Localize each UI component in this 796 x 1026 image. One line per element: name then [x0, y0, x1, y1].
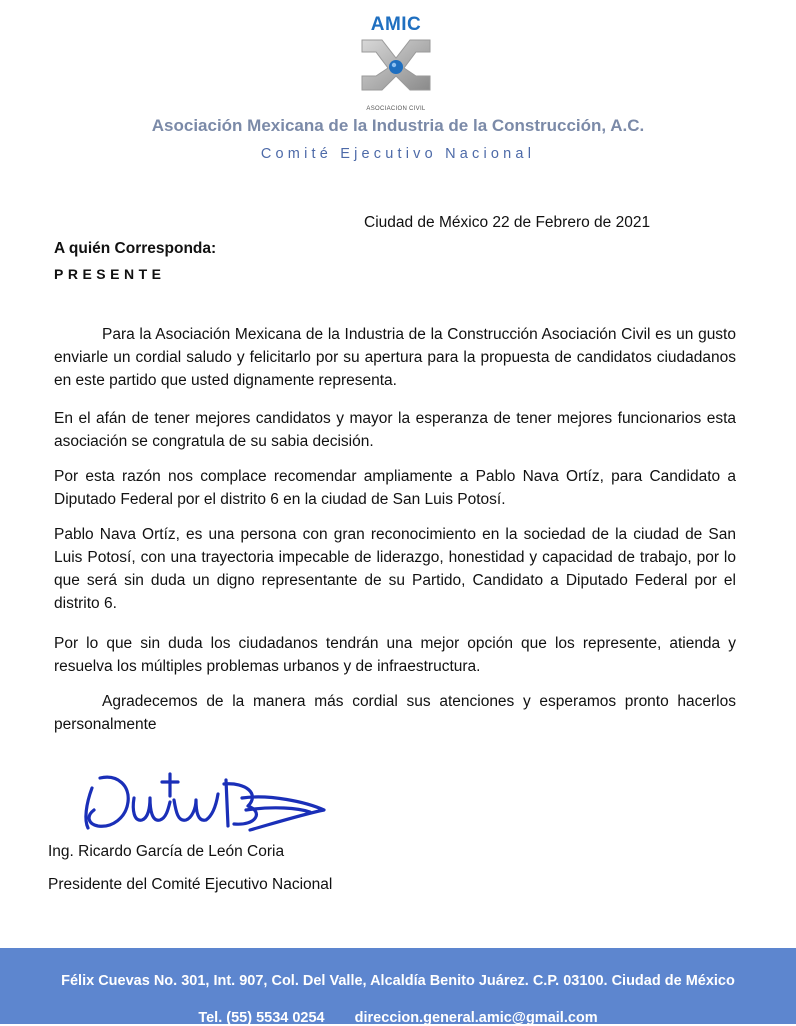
logo-title: AMIC — [370, 14, 422, 35]
footer-bar — [0, 948, 796, 1024]
handwritten-signature — [78, 764, 334, 840]
paragraph-6: Agradecemos de la manera más cordial sus atenciones y esperamos pronto hacerlos personalmente — [54, 693, 736, 733]
paragraph-5: Por lo que sin duda los ciudadanos tendrán una mejor opción que los represente, atienda y resuelva los múltiples problemas urbanos y de infraestructura. — [54, 635, 736, 675]
amic-logo — [352, 14, 440, 114]
organization-name: Asociación Mexicana de la Industria de la Construcción, A.C. — [151, 116, 645, 135]
committee-name: Comité Ejecutivo Nacional — [260, 146, 536, 162]
signer-title: Presidente del Comité Ejecutivo Nacional — [48, 876, 333, 893]
paragraph-1: Para la Asociación Mexicana de la Industria de la Construcción Asociación Civil es un gusto enviarle un cordial saludo y felicitarlo por su apertura para la propuesta de candidatos ciudadanos en este partido que usted dignamente representa. — [54, 326, 736, 389]
salutation: A quién Corresponda: — [54, 240, 217, 257]
signer-name: Ing. Ricardo García de León Coria — [48, 843, 285, 860]
logo-subtext: ASOCIACION CIVIL — [366, 106, 426, 112]
paragraph-4: Pablo Nava Ortíz, es una persona con gran reconocimiento en la sociedad de la ciudad de San Luis Potosí, con una trayectoria impecable de liderazgo, honestidad y capacidad de trabajo, por lo que será sin duda un digno representante de su Partido, Candidato a Diputado Federal por el distrito 6. — [54, 526, 736, 612]
presente-heading: PRESENTE — [54, 266, 166, 282]
paragraph-2: En el afán de tener mejores candidatos y mayor la esperanza de tener mejores funcionarios esta asociación se congratula de su sabia decisión. — [54, 410, 736, 450]
letter-date: Ciudad de México 22 de Febrero de 2021 — [364, 214, 651, 231]
footer-phone: Tel. (55) 5534 0254 — [198, 1010, 325, 1026]
paragraph-3: Por esta razón nos complace recomendar ampliamente a Pablo Nava Ortíz, para Candidato a Diputado Federal por el distrito 6 en la ciudad de San Luis Potosí. — [54, 468, 736, 508]
footer-address: Félix Cuevas No. 301, Int. 907, Col. Del Valle, Alcaldía Benito Juárez. C.P. 03100. Ciudad de México — [61, 973, 735, 989]
footer-email[interactable]: direccion.general.amic@gmail.com — [354, 1010, 598, 1026]
logo-emblem-icon — [358, 36, 434, 106]
